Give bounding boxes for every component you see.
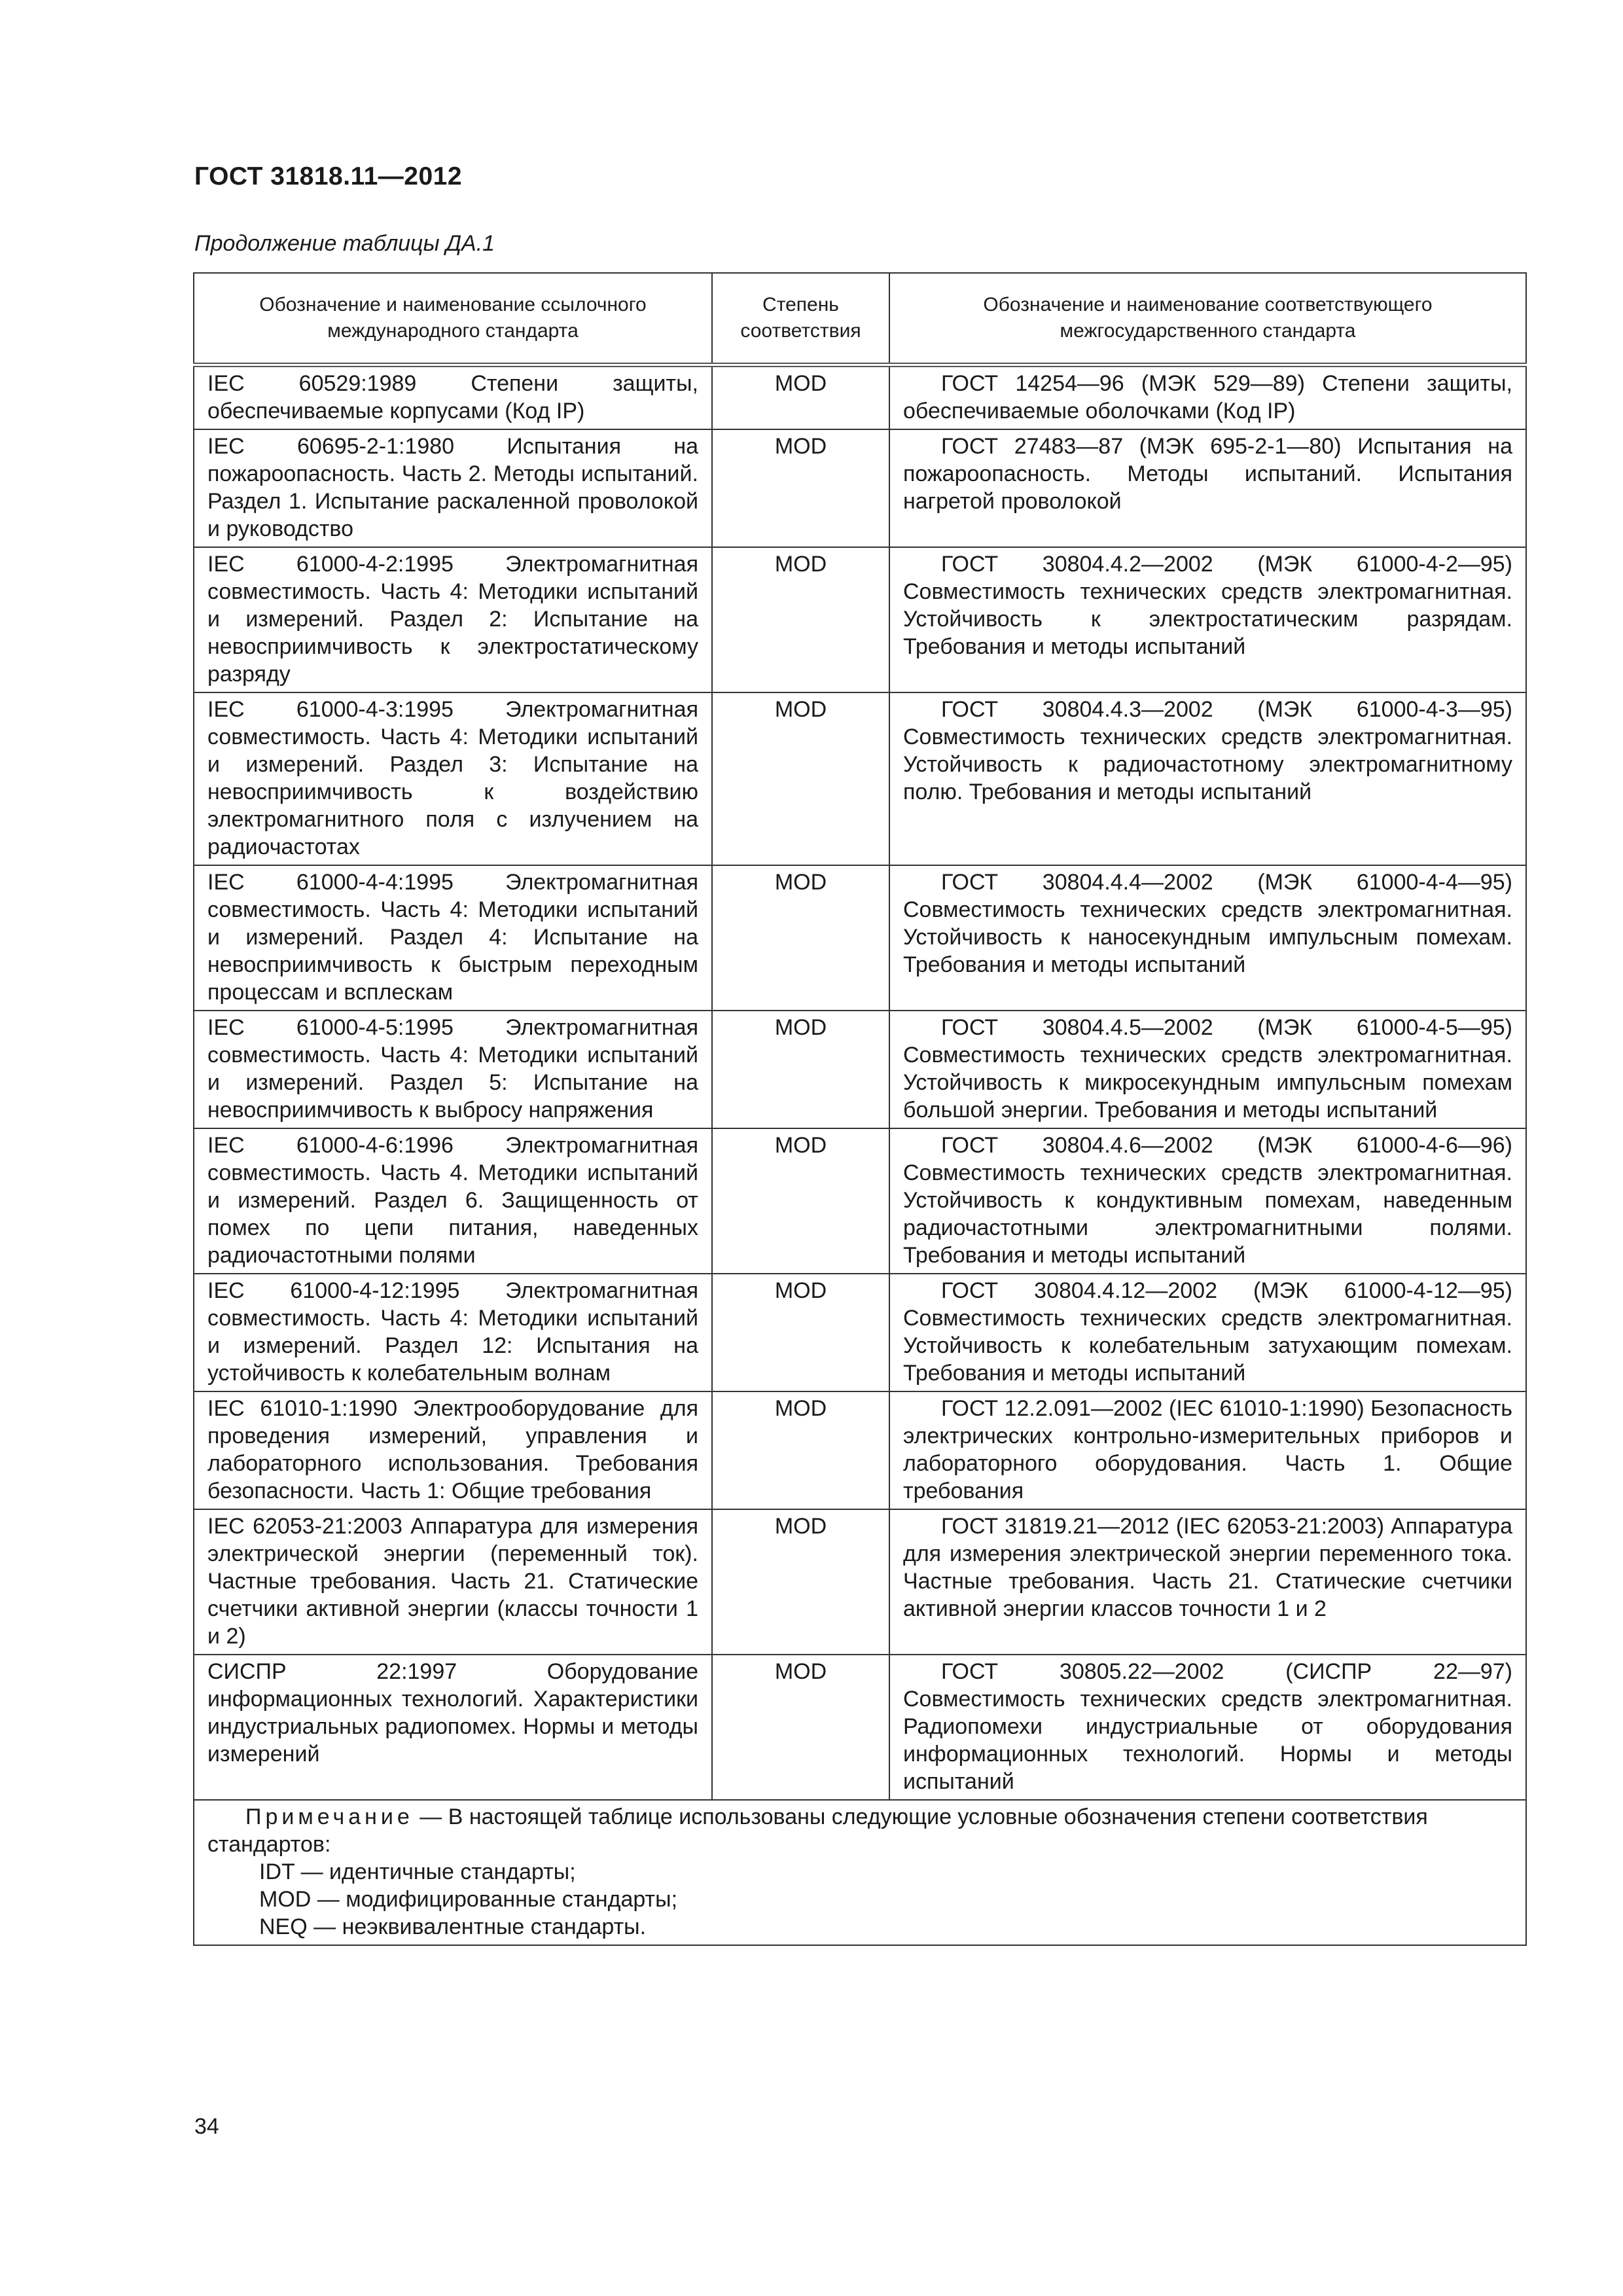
column-header-interstate: Обозначение и наименование соответствующего межгосударственного стандарта [889, 273, 1526, 365]
note-head: Примечание [245, 1804, 414, 1829]
degree-cell: MOD [712, 1391, 889, 1509]
table-note [194, 1800, 1526, 1945]
interstate-standard-cell: ГОСТ 30805.22—2002 (СИСПР 22—97) Совместимость технических средств электромагнитная. Радиопомехи индустриальные от оборудования информационных технологий. Нормы и методы испытаний [889, 1655, 1526, 1800]
international-standard-cell: IEC 61000-4-4:1995 Электромагнитная совместимость. Часть 4: Методики испытаний и измерений. Раздел 4: Испытание на невосприимчивость к быстрым переходным процессам и всплескам [194, 865, 712, 1011]
table-caption: Продолжение таблицы ДА.1 [194, 231, 495, 256]
international-standard-cell: IEC 61000-4-6:1996 Электромагнитная совместимость. Часть 4. Методики испытаний и измерений. Раздел 6. Защищенность от помех по цепи питания, наведенных радиочастотными полями [194, 1128, 712, 1274]
table-row [194, 692, 1526, 865]
table-header-row [194, 273, 1526, 365]
interstate-standard-cell: ГОСТ 30804.4.4—2002 (МЭК 61000-4-4—95) Совместимость технических средств электромагнитная. Устойчивость к наносекундным импульсным помехам. Требования и методы испытаний [889, 865, 1526, 1011]
degree-cell: MOD [712, 365, 889, 430]
international-standard-cell: IEC 61000-4-3:1995 Электромагнитная совместимость. Часть 4: Методики испытаний и измерений. Раздел 3: Испытание на невосприимчивость к воздействию электромагнитного поля с излучением на радиочастотах [194, 692, 712, 865]
standards-table [193, 272, 1527, 1946]
interstate-standard-cell: ГОСТ 30804.4.6—2002 (МЭК 61000-4-6—96) Совместимость технических средств электромагнитная. Устойчивость к кондуктивным помехам, наведенным радиочастотными электромагнитными полями. Требования и методы испытаний [889, 1128, 1526, 1274]
note-item-neq: NEQ — неэквивалентные стандарты. [259, 1914, 647, 1939]
international-standard-cell: IEC 61000-4-12:1995 Электромагнитная совместимость. Часть 4: Методики испытаний и измерений. Раздел 12: Испытания на устойчивость к колебательным волнам [194, 1274, 712, 1391]
note-lead [207, 1803, 1512, 1858]
table-row [194, 1128, 1526, 1274]
interstate-standard-cell: ГОСТ 30804.4.3—2002 (МЭК 61000-4-3—95) Совместимость технических средств электромагнитная. Устойчивость к радиочастотному электромагнитному полю. Требования и методы испытаний [889, 692, 1526, 865]
degree-cell: MOD [712, 1655, 889, 1800]
document-title: ГОСТ 31818.11—2012 [194, 162, 463, 190]
table-row [194, 1509, 1526, 1655]
page-number: 34 [194, 2114, 219, 2139]
interstate-standard-cell: ГОСТ 12.2.091—2002 (IEC 61010-1:1990) Безопасность электрических контрольно-измерительных приборов и лабораторного оборудования. Часть 1. Общие требования [889, 1391, 1526, 1509]
interstate-standard-cell: ГОСТ 31819.21—2012 (IEC 62053-21:2003) Аппаратура для измерения электрической энергии переменного тока. Частные требования. Часть 21. Статические счетчики активной энергии классов точности 1 и 2 [889, 1509, 1526, 1655]
interstate-standard-cell: ГОСТ 30804.4.5—2002 (МЭК 61000-4-5—95) Совместимость технических средств электромагнитная. Устойчивость к микросекундным импульсным помехам большой энергии. Требования и методы испытаний [889, 1011, 1526, 1128]
degree-cell: MOD [712, 1509, 889, 1655]
degree-cell: MOD [712, 1011, 889, 1128]
note-item-idt: IDT — идентичные стандарты; [259, 1859, 576, 1884]
table-row [194, 429, 1526, 547]
note-text: — В настоящей таблице использованы следующие условные обозначения степени соответствия стандартов: [207, 1804, 1428, 1857]
international-standard-cell: СИСПР 22:1997 Оборудование информационных технологий. Характеристики индустриальных радиопомех. Нормы и методы измерений [194, 1655, 712, 1800]
interstate-standard-cell: ГОСТ 27483—87 (МЭК 695-2-1—80) Испытания на пожароопасность. Методы испытаний. Испытания нагретой проволокой [889, 429, 1526, 547]
international-standard-cell: IEC 60695-2-1:1980 Испытания на пожароопасность. Часть 2. Методы испытаний. Раздел 1. Испытание раскаленной проволокой и руководство [194, 429, 712, 547]
international-standard-cell: IEC 62053-21:2003 Аппаратура для измерения электрической энергии (переменный ток). Частные требования. Часть 21. Статические счетчики активной энергии (классы точности 1 и 2) [194, 1509, 712, 1655]
degree-cell: MOD [712, 865, 889, 1011]
note-item-mod: MOD — модифицированные стандарты; [259, 1887, 678, 1912]
interstate-standard-cell: ГОСТ 30804.4.12—2002 (МЭК 61000-4-12—95) Совместимость технических средств электромагнитная. Устойчивость к колебательным затухающим помехам. Требования и методы испытаний [889, 1274, 1526, 1391]
international-standard-cell: IEC 61000-4-2:1995 Электромагнитная совместимость. Часть 4: Методики испытаний и измерений. Раздел 2: Испытание на невосприимчивость к электростатическому разряду [194, 547, 712, 692]
table-row [194, 365, 1526, 430]
column-header-international: Обозначение и наименование ссылочного международного стандарта [194, 273, 712, 365]
interstate-standard-cell: ГОСТ 14254—96 (МЭК 529—89) Степени защиты, обеспечиваемые оболочками (Код IP) [889, 365, 1526, 430]
degree-cell: MOD [712, 1274, 889, 1391]
table-row [194, 1274, 1526, 1391]
table-row [194, 1011, 1526, 1128]
table-row [194, 547, 1526, 692]
degree-cell: MOD [712, 692, 889, 865]
table-row [194, 865, 1526, 1011]
table-row [194, 1391, 1526, 1509]
degree-cell: MOD [712, 547, 889, 692]
table-note-row [194, 1800, 1526, 1945]
table-row [194, 1655, 1526, 1800]
degree-cell: MOD [712, 429, 889, 547]
international-standard-cell: IEC 61000-4-5:1995 Электромагнитная совместимость. Часть 4: Методики испытаний и измерений. Раздел 5: Испытание на невосприимчивость к выбросу напряжения [194, 1011, 712, 1128]
degree-cell: MOD [712, 1128, 889, 1274]
international-standard-cell: IEC 60529:1989 Степени защиты, обеспечиваемые корпусами (Код IP) [194, 365, 712, 430]
interstate-standard-cell: ГОСТ 30804.4.2—2002 (МЭК 61000-4-2—95) Совместимость технических средств электромагнитная. Устойчивость к электростатическим разрядам. Требования и методы испытаний [889, 547, 1526, 692]
column-header-degree: Степень соответствия [712, 273, 889, 365]
international-standard-cell: IEC 61010-1:1990 Электрооборудование для проведения измерений, управления и лабораторного использования. Требования безопасности. Часть 1: Общие требования [194, 1391, 712, 1509]
